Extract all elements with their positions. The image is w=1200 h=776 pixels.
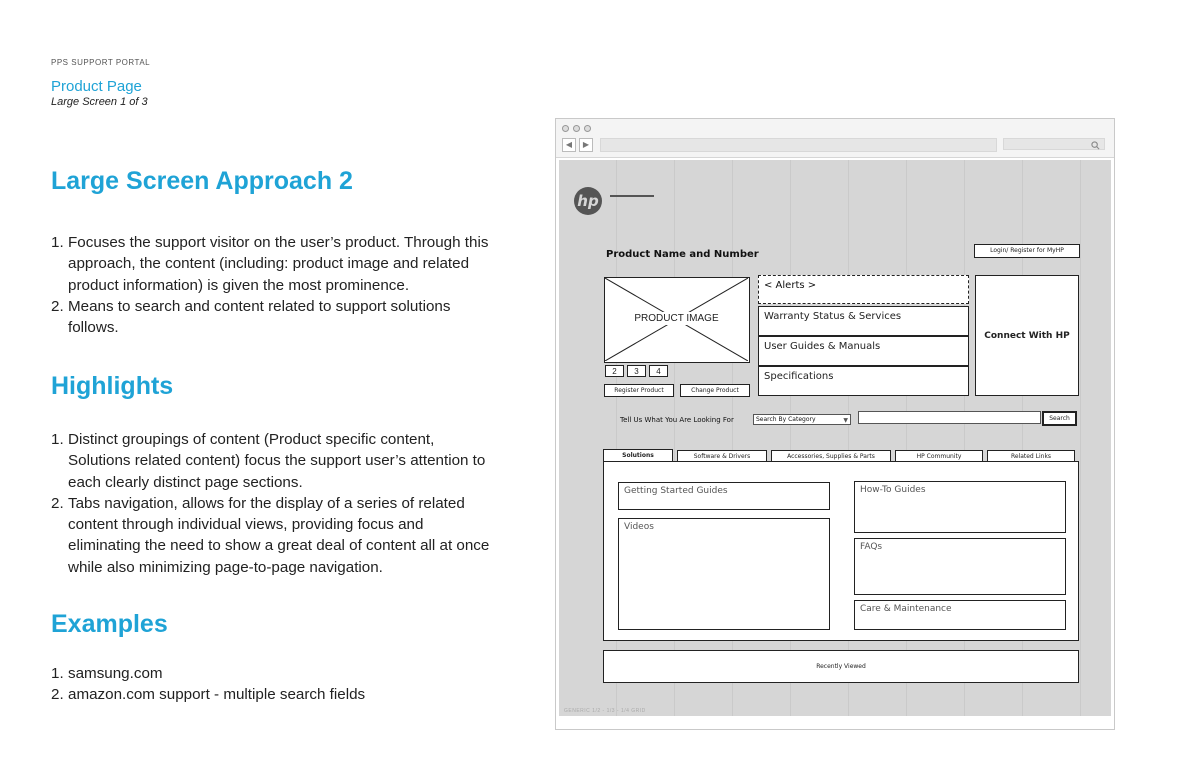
- warranty-link[interactable]: Warranty Status & Services: [758, 306, 969, 336]
- product-image-label: PRODUCT IMAGE: [634, 313, 719, 324]
- window-maximize-icon: [584, 125, 591, 132]
- thumbnail-2[interactable]: 2: [605, 365, 624, 377]
- logo-divider: [610, 195, 654, 197]
- search-button[interactable]: Search: [1042, 411, 1077, 426]
- change-product-button[interactable]: Change Product: [680, 384, 750, 397]
- chevron-down-icon: ▼: [843, 417, 848, 424]
- how-to-guides[interactable]: How-To Guides: [854, 481, 1066, 533]
- window-close-icon: [562, 125, 569, 132]
- register-product-button[interactable]: Register Product: [604, 384, 674, 397]
- page-title: Product Page: [51, 78, 142, 95]
- forward-icon: ▶: [579, 138, 593, 152]
- highlights-list: [51, 429, 496, 578]
- login-register-button[interactable]: Login/ Register for MyHP: [974, 244, 1080, 258]
- examples-heading: Examples: [51, 610, 168, 638]
- list-item: 2. Means to search and content related to support solutions follows.: [51, 297, 451, 337]
- recently-viewed[interactable]: Recently Viewed: [603, 650, 1079, 683]
- back-icon: ◀: [562, 138, 576, 152]
- category-select[interactable]: Search By Category ▼: [753, 414, 851, 425]
- tab-solutions[interactable]: Solutions: [603, 449, 673, 462]
- tab-hp-community[interactable]: HP Community: [895, 450, 983, 462]
- browser-search-field: [1003, 138, 1105, 150]
- list-item: 2. amazon.com support - multiple search fields: [51, 686, 366, 704]
- list-item: 1. Distinct groupings of content (Product specific content, Solutions related content) focus the support user’s attention to each clearly distinct page sections.: [51, 431, 486, 491]
- getting-started-guides[interactable]: Getting Started Guides: [618, 482, 830, 510]
- examples-list: [51, 663, 496, 706]
- list-item: 1. Focuses the support visitor on the user’s product. Through this approach, the content (including: product image and related product information) is given the most prominence.: [51, 234, 489, 294]
- search-prompt: Tell Us What You Are Looking For: [620, 416, 734, 424]
- search-input[interactable]: [858, 411, 1041, 424]
- connect-with-hp-panel[interactable]: Connect With HP: [975, 275, 1079, 396]
- hp-logo: hp: [574, 187, 602, 215]
- tab-software-drivers[interactable]: Software & Drivers: [677, 450, 767, 462]
- approach-heading: Large Screen Approach 2: [51, 167, 353, 195]
- url-bar: [600, 138, 997, 152]
- tab-related-links[interactable]: Related Links: [987, 450, 1075, 462]
- thumbnail-3[interactable]: 3: [627, 365, 646, 377]
- care-maintenance[interactable]: Care & Maintenance: [854, 600, 1066, 630]
- product-image: [604, 277, 750, 363]
- search-icon: [1091, 141, 1100, 150]
- grid-label: GENERIC 1/2 - 1/3 - 1/4 GRID: [564, 708, 646, 714]
- window-minimize-icon: [573, 125, 580, 132]
- portal-label: PPS SUPPORT PORTAL: [51, 58, 151, 67]
- thumbnail-4[interactable]: 4: [649, 365, 668, 377]
- alerts-box[interactable]: < Alerts >: [758, 275, 969, 304]
- approach-list: [51, 232, 496, 338]
- list-item: 1. samsung.com: [51, 665, 163, 682]
- product-name: Product Name and Number: [606, 249, 759, 260]
- list-item: 2. Tabs navigation, allows for the display of a series of related content through individual views, providing focus and eliminating the need to show a great deal of content all at once while also minimizing page-to-page navigation.: [51, 494, 490, 576]
- faqs-panel[interactable]: FAQs: [854, 538, 1066, 595]
- tab-accessories[interactable]: Accessories, Supplies & Parts: [771, 450, 891, 462]
- browser-mockup: [555, 118, 1115, 730]
- specifications-link[interactable]: Specifications: [758, 366, 969, 396]
- user-guides-link[interactable]: User Guides & Manuals: [758, 336, 969, 366]
- page-subtitle: Large Screen 1 of 3: [51, 96, 148, 108]
- browser-chrome: [556, 119, 1114, 158]
- highlights-heading: Highlights: [51, 372, 174, 400]
- videos-panel[interactable]: Videos: [618, 518, 830, 630]
